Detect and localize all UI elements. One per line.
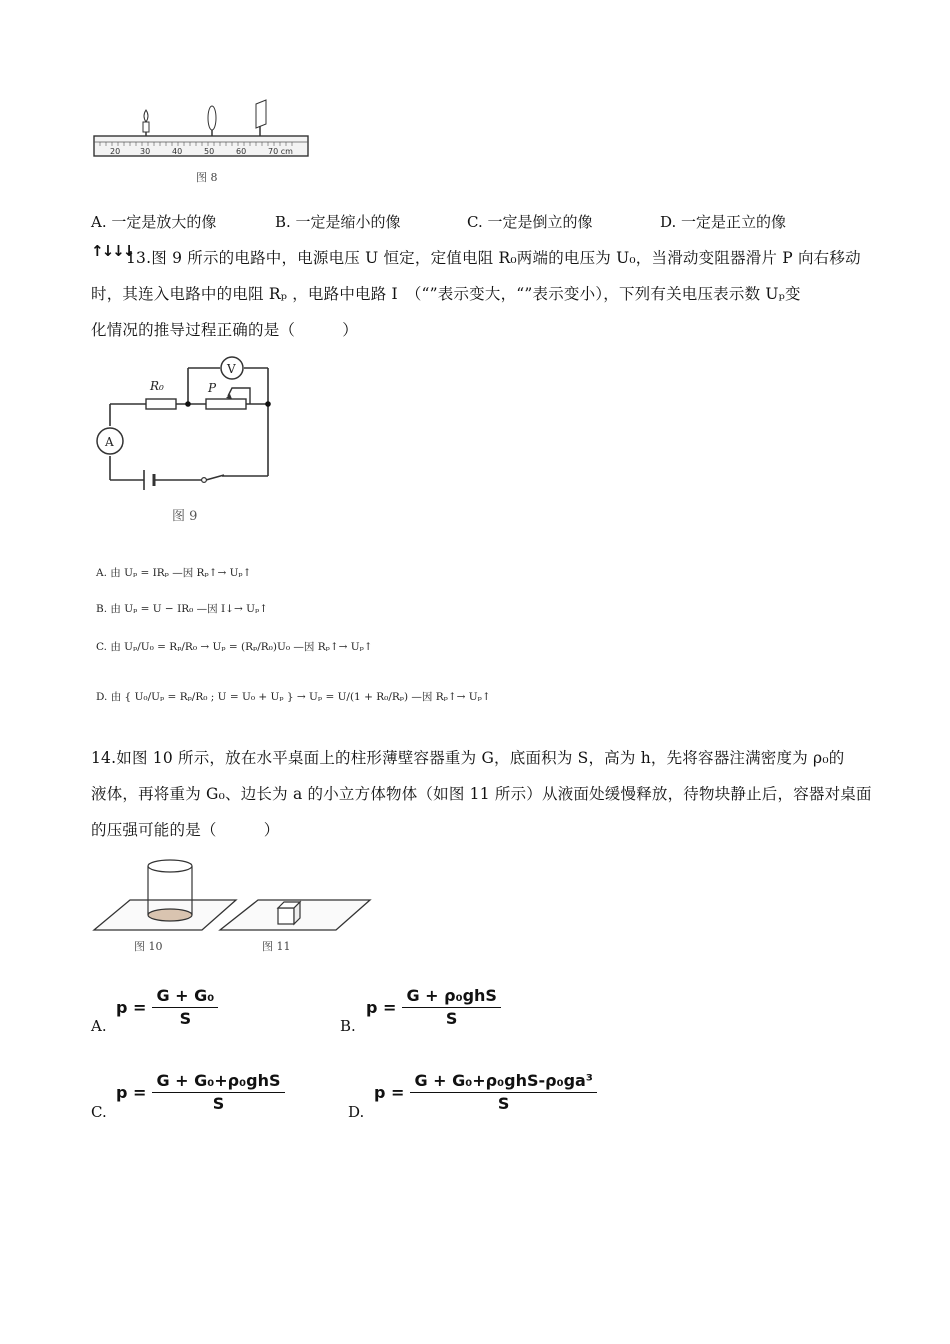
q13-option-d: D. 由 { U₀/Uₚ = Rₚ/R₀ ; U = U₀ + Uₚ } → Uₚ = U/(1 + R₀/Rₚ) —因 Rₚ↑→ Uₚ↑: [96, 691, 491, 703]
candle-icon: [143, 110, 149, 136]
ruler-tick: 20: [110, 147, 121, 156]
rheostat: [206, 399, 246, 409]
q12-option-c: C. 一定是倒立的像: [467, 213, 593, 231]
q13-line-2: 时，其连入电路中的电阻 Rₚ ，电路中电路 I （“”表示变大，“”表示变小），下列有关电压表示数 Uₚ变: [91, 285, 801, 303]
screen-icon: [256, 100, 266, 136]
p-label: P: [208, 381, 217, 395]
q14-option-b-formula: [366, 986, 501, 1028]
p-equals: p =: [116, 997, 147, 1017]
q14-option-a-formula: [116, 986, 218, 1028]
numerator: G + G₀+ρ₀ghS: [152, 1071, 284, 1093]
q12-option-a: A. 一定是放大的像: [91, 213, 217, 231]
figure-8-optical-bench: [88, 96, 318, 188]
ruler-tick: 60: [236, 147, 247, 156]
ruler-tick: 40: [172, 147, 183, 156]
figure-9-circuit: [92, 352, 292, 530]
ruler-tick: 50: [204, 147, 215, 156]
voltmeter-label: V: [227, 362, 236, 376]
denominator: S: [179, 1009, 192, 1028]
q13-line-1: 13.图 9 所示的电路中，电源电压 U 恒定，定值电阻 R₀两端的电压为 U₀，当滑动变阻器滑片 P 向右移动: [126, 249, 861, 267]
figure-11-label: 图 11: [262, 940, 291, 953]
ammeter-label: A: [105, 435, 114, 449]
numerator: G + G₀+ρ₀ghS-ρ₀ga³: [410, 1071, 596, 1093]
q13-option-c: C. 由 Uₚ/U₀ = Rₚ/R₀ → Uₚ = (Rₚ/R₀)U₀ —因 Rₚ↑→ Uₚ↑: [96, 641, 373, 653]
q14-option-a-letter: A.: [91, 1017, 107, 1035]
q14-line-2: 液体，再将重为 G₀、边长为 a 的小立方体物体（如图 11 所示）从液面处缓慢释放，待物块静止后，容器对桌面: [91, 785, 872, 803]
figure-9-label: 图 9: [172, 509, 198, 524]
q12-option-b: B. 一定是缩小的像: [275, 213, 401, 231]
q13-option-a: A. 由 Uₚ = IRₚ —因 Rₚ↑→ Uₚ↑: [96, 567, 252, 579]
arrow-icons: ↑↓↓↓: [91, 242, 134, 260]
q13-line-3: 化情况的推导过程正确的是（ ）: [91, 321, 358, 339]
q13-options: [96, 562, 491, 732]
q14-line-3: 的压强可能的是（ ）: [91, 821, 280, 839]
numerator: G + ρ₀ghS: [402, 986, 501, 1008]
q13-option-b: B. 由 Uₚ = U − IR₀ —因 I↓→ Uₚ↑: [96, 603, 268, 615]
q14-option-d-letter: D.: [348, 1103, 365, 1121]
q12-option-d: D. 一定是正立的像: [660, 213, 787, 231]
q14-option-c-formula: [116, 1071, 285, 1113]
lens-icon: [208, 106, 216, 136]
q14-option-c-letter: C.: [91, 1103, 107, 1121]
figures-10-11: [90, 852, 374, 958]
denominator: S: [497, 1094, 510, 1113]
numerator: G + G₀: [152, 986, 218, 1008]
figure-10-label: 图 10: [134, 940, 163, 953]
p-equals: p =: [366, 997, 397, 1017]
cube-icon: [278, 902, 300, 924]
ruler-tick: 70 cm: [268, 147, 293, 156]
denominator: S: [212, 1094, 225, 1113]
ruler-tick: 30: [140, 147, 151, 156]
figure-8-label: 图 8: [196, 171, 218, 184]
cylinder-container-icon: [148, 860, 192, 921]
resistor-r0: [146, 399, 176, 409]
p-equals: p =: [374, 1082, 405, 1102]
r0-label: R₀: [150, 379, 164, 393]
q14-option-d-formula: [374, 1071, 597, 1113]
q14-line-1: 14.如图 10 所示，放在水平桌面上的柱形薄壁容器重为 G，底面积为 S，高为 h，先将容器注满密度为 ρ₀的: [91, 749, 845, 767]
p-equals: p =: [116, 1082, 147, 1102]
denominator: S: [445, 1009, 458, 1028]
q14-option-b-letter: B.: [340, 1017, 356, 1035]
